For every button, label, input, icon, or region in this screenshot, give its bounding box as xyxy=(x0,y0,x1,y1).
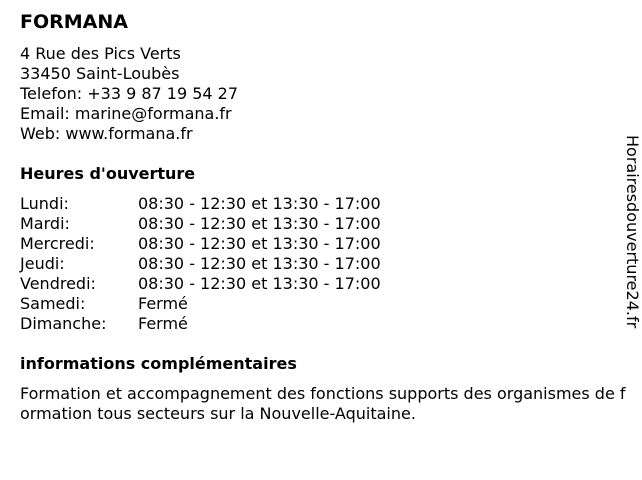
address-city: 33450 Saint-Loubès xyxy=(20,64,180,83)
web-line: Web: www.formana.fr xyxy=(20,124,193,143)
day-label: Mardi: xyxy=(20,214,70,233)
email-line: Email: marine@formana.fr xyxy=(20,104,232,123)
address-street: 4 Rue des Pics Verts xyxy=(20,44,181,63)
day-hours: 08:30 - 12:30 et 13:30 - 17:00 xyxy=(138,274,381,293)
day-label: Lundi: xyxy=(20,194,69,213)
site-watermark: Horairesdouverture24.fr xyxy=(623,135,642,329)
business-name: FORMANA xyxy=(20,11,128,33)
contact-block xyxy=(20,44,620,144)
day-hours: 08:30 - 12:30 et 13:30 - 17:00 xyxy=(138,214,381,233)
day-label: Mercredi: xyxy=(20,234,95,253)
hours-row-monday xyxy=(20,194,381,214)
day-label: Dimanche: xyxy=(20,314,107,333)
hours-row-friday xyxy=(20,274,381,294)
additional-info-heading: informations complémentaires xyxy=(20,354,297,373)
day-hours: Fermé xyxy=(138,314,188,333)
hours-row-saturday xyxy=(20,294,381,314)
hours-row-thursday xyxy=(20,254,381,274)
day-hours: 08:30 - 12:30 et 13:30 - 17:00 xyxy=(138,254,381,273)
day-label: Jeudi: xyxy=(20,254,65,273)
phone-line: Telefon: +33 9 87 19 54 27 xyxy=(20,84,239,103)
day-label: Vendredi: xyxy=(20,274,96,293)
day-label: Samedi: xyxy=(20,294,86,313)
hours-row-sunday xyxy=(20,314,381,334)
opening-hours-table xyxy=(20,194,381,334)
additional-info-text: Formation et accompagnement des fonctions supports des organismes de formation tous secteurs sur la Nouvelle-Aquitaine. xyxy=(20,384,626,423)
business-card xyxy=(20,10,626,424)
day-hours: 08:30 - 12:30 et 13:30 - 17:00 xyxy=(138,234,381,253)
day-hours: 08:30 - 12:30 et 13:30 - 17:00 xyxy=(138,194,381,213)
hours-row-tuesday xyxy=(20,214,381,234)
opening-hours-heading: Heures d'ouverture xyxy=(20,164,196,183)
hours-row-wednesday xyxy=(20,234,381,254)
day-hours: Fermé xyxy=(138,294,188,313)
